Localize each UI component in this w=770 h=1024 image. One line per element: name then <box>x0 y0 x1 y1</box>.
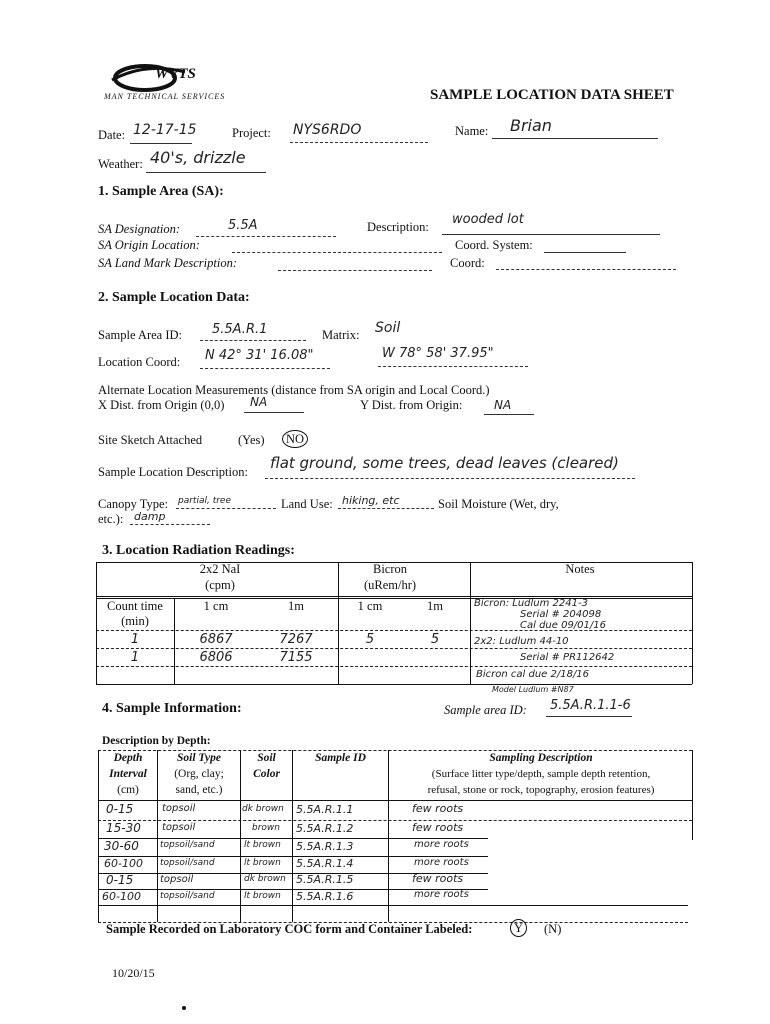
col-soiltype-3: sand, etc.) <box>175 784 223 796</box>
depth-cell[interactable]: 0-15 <box>106 873 134 887</box>
sample-area-id4-label: Sample area ID: <box>444 703 527 717</box>
company-name: MAN TECHNICAL SERVICES <box>104 92 226 101</box>
depth-cell[interactable]: 60-100 <box>102 890 141 903</box>
project-line <box>290 142 428 143</box>
col-depth-1: Depth <box>113 752 143 764</box>
sampleid-cell[interactable]: 5.5A.R.1.1 <box>296 803 354 816</box>
page-title: SAMPLE LOCATION DATA SHEET <box>430 87 674 103</box>
site-sketch-no-circle: NO <box>282 430 308 448</box>
sa-designation-label: SA Designation: <box>98 222 181 236</box>
col-bicron-1m: 1m <box>427 599 443 613</box>
col-nai-1cm: 1 cm <box>203 599 229 613</box>
footer-date: 10/20/15 <box>112 966 155 980</box>
desc-by-depth-label: Description by Depth: <box>102 735 211 747</box>
canopy-label: Canopy Type: <box>98 497 169 511</box>
notes-line-2[interactable]: Serial # 204098 <box>520 609 602 620</box>
bicron-1cm[interactable]: 5 <box>365 632 375 647</box>
section2-title: 2. Sample Location Data: <box>98 290 250 305</box>
color-cell[interactable]: dk brown <box>242 804 284 814</box>
depth-cell[interactable]: 60-100 <box>104 857 143 870</box>
loc-desc-line <box>265 478 635 479</box>
sampling-cell[interactable]: few roots <box>412 872 464 885</box>
landuse-line <box>338 508 434 509</box>
depth-cell[interactable]: 0-15 <box>106 802 134 816</box>
location-coord-w[interactable]: W 78° 58' 37.95" <box>382 346 494 361</box>
count-time[interactable]: 1 <box>130 632 140 647</box>
section1-title: 1. Sample Area (SA): <box>98 184 224 199</box>
soiltype-cell[interactable]: topsoil <box>162 822 196 833</box>
color-cell[interactable]: brown <box>252 823 280 833</box>
nai-1m[interactable]: 7155 <box>279 650 313 665</box>
sampling-cell[interactable]: more roots <box>414 839 469 850</box>
sample-area-id-label: Sample Area ID: <box>98 328 183 342</box>
col-sampling-1: Sampling Description <box>489 752 593 764</box>
alt-location-label: Alternate Location Measurements (distance from SA origin and Local Coord.) <box>98 383 490 397</box>
section4-title: 4. Sample Information: <box>102 701 242 716</box>
moisture-label: Soil Moisture (Wet, dry, <box>438 497 559 511</box>
col-sampleid: Sample ID <box>315 752 366 764</box>
ydist-line <box>484 414 534 415</box>
matrix-value[interactable]: Soil <box>375 320 401 336</box>
ydist-label: Y Dist. from Origin: <box>360 398 463 412</box>
coord-label: Coord: <box>450 256 485 270</box>
depth-cell[interactable]: 30-60 <box>104 839 139 853</box>
soiltype-cell[interactable]: topsoil <box>160 874 194 885</box>
sample-area-id-value[interactable]: 5.5A.R.1 <box>212 322 268 337</box>
etc-line <box>130 524 210 525</box>
recorded-yes-circle: Y <box>510 919 527 937</box>
scan-speck <box>182 1006 186 1010</box>
sample-area-id4-value[interactable]: 5.5A.R.1.1-6 <box>550 698 631 713</box>
sa-landmark-label: SA Land Mark Description: <box>98 256 237 270</box>
col-depth-2: Interval <box>109 768 147 780</box>
col-soiltype-2: (Org, clay; <box>174 768 224 780</box>
sample-area-id-line <box>200 340 306 341</box>
project-value[interactable]: NYS6RDO <box>293 122 362 138</box>
name-label: Name: <box>455 124 489 138</box>
sampleid-cell[interactable]: 5.5A.R.1.4 <box>296 857 354 870</box>
notes-line-6[interactable]: Bicron cal due 2/18/16 <box>476 669 590 680</box>
ydist-value[interactable]: NA <box>494 398 512 412</box>
color-cell[interactable]: lt brown <box>244 840 281 850</box>
recorded-no[interactable]: (N) <box>544 922 562 936</box>
sampleid-cell[interactable]: 5.5A.R.1.3 <box>296 840 354 853</box>
recorded-label: Sample Recorded on Laboratory COC form and Container Labeled: <box>106 922 473 936</box>
col-bicron-1cm: 1 cm <box>357 599 383 613</box>
count-time[interactable]: 1 <box>130 650 140 665</box>
col-color-2: Color <box>253 768 280 780</box>
notes-line-1[interactable]: Bicron: Ludlum 2241-3 <box>474 598 588 609</box>
col-nai-1m: 1m <box>288 599 304 613</box>
location-coord-n[interactable]: N 42° 31' 16.08" <box>205 348 314 363</box>
description-value[interactable]: wooded lot <box>452 212 524 227</box>
canopy-value[interactable]: partial, tree <box>178 496 231 506</box>
description-label: Description: <box>367 220 429 234</box>
date-label: Date: <box>98 128 126 142</box>
sampling-cell[interactable]: few roots <box>412 821 464 834</box>
etc-value[interactable]: damp <box>134 510 166 523</box>
col-nai: 2x2 NaI <box>199 562 241 576</box>
col-count-unit: (min) <box>121 614 149 628</box>
col-soiltype-1: Soil Type <box>177 752 221 764</box>
sampleid-cell[interactable]: 5.5A.R.1.5 <box>296 873 354 886</box>
site-sketch-no[interactable] <box>282 430 308 448</box>
recorded-yes[interactable] <box>510 919 527 937</box>
section3-title: 3. Location Radiation Readings: <box>102 543 295 558</box>
nai-1cm[interactable]: 6867 <box>199 632 233 647</box>
coord-system-label: Coord. System: <box>455 238 533 252</box>
sampleid-cell[interactable]: 5.5A.R.1.6 <box>296 890 354 903</box>
name-line <box>492 138 658 139</box>
col-bicron-unit: (uRem/hr) <box>363 578 417 592</box>
loc-desc-value[interactable]: flat ground, some trees, dead leaves (cleared) <box>270 454 619 472</box>
color-cell[interactable]: lt brown <box>244 858 281 868</box>
location-coord-n-line <box>200 368 330 369</box>
sampling-cell[interactable]: more roots <box>414 857 469 868</box>
bicron-1m[interactable]: 5 <box>430 632 440 647</box>
coord-system-line <box>544 252 626 253</box>
location-coord-w-line <box>378 366 528 367</box>
logo-text: WVTS <box>155 66 196 82</box>
sample-area-id4-line <box>546 716 632 717</box>
weather-value[interactable]: 40's, drizzle <box>150 148 246 167</box>
col-color-1: Soil <box>257 752 276 764</box>
col-nai-unit: (cpm) <box>205 578 235 592</box>
site-sketch-yes[interactable]: (Yes) <box>238 433 265 447</box>
sa-designation-line <box>196 236 336 237</box>
col-count: Count time <box>107 599 163 613</box>
location-coord-label: Location Coord: <box>98 355 181 369</box>
col-sampling-2: (Surface litter type/depth, sample depth retention, <box>431 768 651 780</box>
weather-label: Weather: <box>98 157 143 171</box>
name-value[interactable]: Brian <box>510 116 552 135</box>
sampleid-cell[interactable]: 5.5A.R.1.2 <box>296 822 354 835</box>
col-sampling-3: refusal, stone or rock, topography, erosion features) <box>427 784 655 796</box>
soiltype-cell[interactable]: topsoil/sand <box>160 858 215 868</box>
matrix-label: Matrix: <box>322 328 360 342</box>
nai-1cm[interactable]: 6806 <box>199 650 233 665</box>
sa-landmark-line <box>278 270 432 271</box>
col-bicron: Bicron <box>372 562 408 576</box>
xdist-line <box>244 412 304 413</box>
soiltype-cell[interactable]: topsoil/sand <box>160 891 215 901</box>
col-depth-3: (cm) <box>117 784 139 796</box>
date-line <box>130 143 192 144</box>
landuse-label: Land Use: <box>281 497 333 511</box>
soiltype-cell[interactable]: topsoil/sand <box>160 840 215 850</box>
etc-label: etc.): <box>98 512 124 526</box>
sampling-cell[interactable]: few roots <box>412 802 464 815</box>
canopy-line <box>176 508 276 509</box>
soiltype-cell[interactable]: topsoil <box>162 803 196 814</box>
loc-desc-label: Sample Location Description: <box>98 465 248 479</box>
xdist-value[interactable]: NA <box>250 395 268 409</box>
notes-line-4[interactable]: 2x2: Ludlum 44-10 <box>474 636 569 647</box>
col-notes: Notes <box>565 562 595 576</box>
description-line <box>442 234 660 235</box>
weather-line <box>146 172 266 173</box>
notes-line-3[interactable]: Cal due 09/01/16 <box>520 620 606 631</box>
project-label: Project: <box>232 126 271 140</box>
nai-1m[interactable]: 7267 <box>279 632 313 647</box>
date-value[interactable]: 12-17-15 <box>133 122 197 138</box>
sa-origin-label: SA Origin Location: <box>98 238 200 252</box>
sa-designation-value[interactable]: 5.5A <box>228 218 258 233</box>
notes-line-5[interactable]: Serial # PR112642 <box>520 652 615 663</box>
color-cell[interactable]: lt brown <box>244 891 281 901</box>
coord-line <box>496 269 676 270</box>
sa-origin-line <box>232 252 442 253</box>
depth-cell[interactable]: 15-30 <box>106 821 141 835</box>
landuse-value[interactable]: hiking, etc <box>342 494 400 507</box>
site-sketch-label: Site Sketch Attached <box>98 433 203 447</box>
sampling-cell[interactable]: more roots <box>414 889 469 900</box>
notes-line-7[interactable]: Model Ludlum #N87 <box>492 685 574 694</box>
xdist-label: X Dist. from Origin (0,0) <box>98 398 225 412</box>
color-cell[interactable]: dk brown <box>244 874 286 884</box>
